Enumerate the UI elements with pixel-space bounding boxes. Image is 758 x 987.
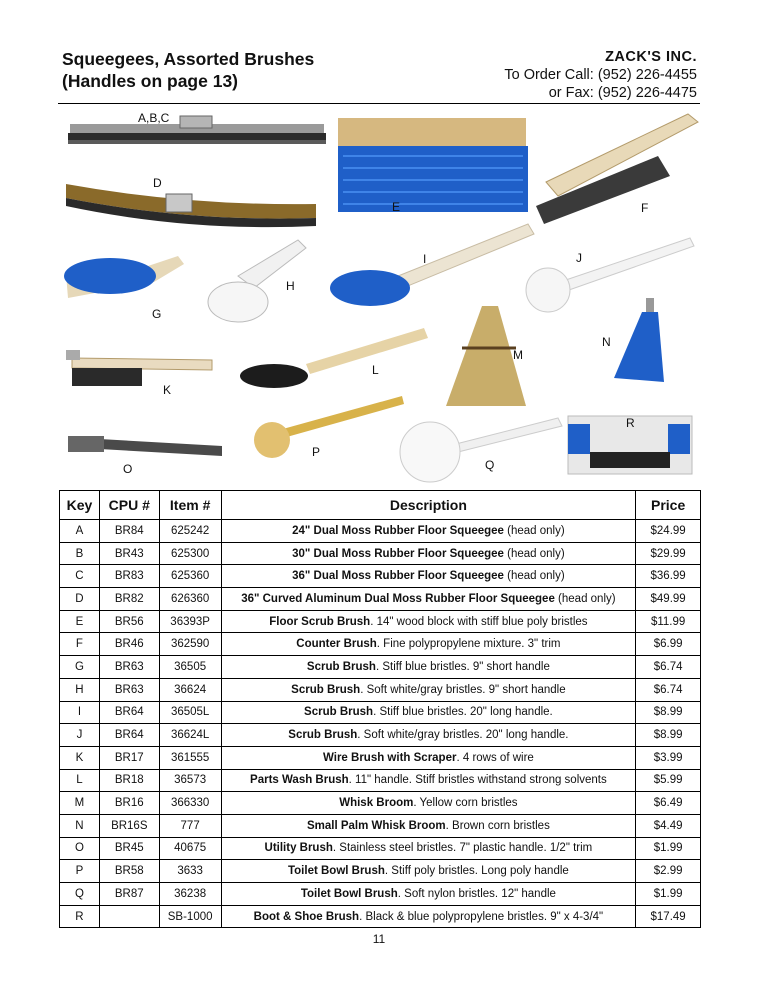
description-detail: (head only) [503, 547, 565, 560]
cell-cpu: BR58 [99, 860, 159, 883]
cell-description [221, 678, 636, 701]
cell-description [221, 565, 636, 588]
cell-description [221, 610, 636, 633]
photo-label-q: Q [485, 458, 495, 472]
cell-cpu: BR83 [99, 565, 159, 588]
company-block [504, 48, 697, 102]
cell-key: N [60, 814, 100, 837]
cell-price: $1.99 [636, 883, 701, 906]
cell-item: 36573 [159, 769, 221, 792]
cell-price: $6.74 [636, 678, 701, 701]
table-row [60, 883, 701, 906]
description-product-name: Parts Wash Brush [250, 774, 349, 787]
cell-key: J [60, 724, 100, 747]
description-product-name: Utility Brush [264, 842, 333, 855]
description-product-name: Counter Brush [296, 638, 377, 651]
cell-cpu: BR63 [99, 678, 159, 701]
table-body [60, 520, 701, 928]
photo-label-o: O [123, 462, 133, 476]
parts-wash-brush-l-image [240, 328, 428, 388]
cell-description [221, 860, 636, 883]
cell-item: SB-1000 [159, 905, 221, 928]
wire-brush-k-image [66, 350, 212, 386]
description-product-name: Toilet Bowl Brush [300, 887, 398, 900]
header-rule [58, 103, 700, 104]
product-illustrations [58, 106, 700, 486]
cell-key: K [60, 746, 100, 769]
cell-key: R [60, 905, 100, 928]
table-row [60, 837, 701, 860]
cell-description [221, 633, 636, 656]
cell-cpu: BR17 [99, 746, 159, 769]
cell-description [221, 656, 636, 679]
table-row [60, 769, 701, 792]
page-title-line1: Squeegees, Assorted Brushes [62, 49, 315, 69]
cell-price: $5.99 [636, 769, 701, 792]
counter-brush-f-image [536, 114, 698, 224]
description-product-name: 30" Dual Moss Rubber Floor Squeegee [292, 547, 504, 560]
cell-key: Q [60, 883, 100, 906]
photo-label-f: F [641, 201, 649, 215]
description-product-name: Scrub Brush [304, 706, 374, 719]
table-row [60, 905, 701, 928]
table-row [60, 701, 701, 724]
description-detail: . Stiff blue bristles. 9" short handle [375, 660, 550, 673]
cell-cpu: BR43 [99, 542, 159, 565]
description-detail: . Yellow corn bristles [413, 797, 518, 810]
description-product-name: Toilet Bowl Brush [287, 865, 385, 878]
cell-item: 366330 [159, 792, 221, 815]
cell-cpu: BR56 [99, 610, 159, 633]
cell-price: $1.99 [636, 837, 701, 860]
cell-key: B [60, 542, 100, 565]
description-detail: (head only) [503, 524, 565, 537]
table-row [60, 542, 701, 565]
description-detail: . Soft white/gray bristles. 20" long handle. [357, 729, 569, 742]
table-row [60, 610, 701, 633]
cell-description [221, 769, 636, 792]
description-detail: . Fine polypropylene mixture. 3" trim [376, 638, 561, 651]
photo-label-d: D [153, 176, 162, 190]
page-title-line2: (Handles on page 13) [62, 71, 239, 91]
col-header-key: Key [60, 491, 100, 520]
table-row [60, 656, 701, 679]
scrub-brush-j-image [526, 238, 694, 312]
cell-description [221, 792, 636, 815]
cell-key: C [60, 565, 100, 588]
cell-description [221, 883, 636, 906]
photo-label-g: G [152, 307, 162, 321]
cell-description [221, 837, 636, 860]
table-row [60, 565, 701, 588]
product-photos [58, 106, 700, 486]
scrub-brush-g-image [64, 256, 184, 298]
table-row [60, 814, 701, 837]
description-product-name: Boot & Shoe Brush [253, 910, 360, 923]
cell-key: D [60, 588, 100, 611]
table-header-row [60, 491, 701, 520]
cell-item: 36505L [159, 701, 221, 724]
toilet-bowl-brush-q-image [400, 418, 562, 482]
photo-label-k: K [163, 383, 172, 397]
price-table [59, 490, 701, 928]
cell-item: 36505 [159, 656, 221, 679]
cell-cpu: BR63 [99, 656, 159, 679]
description-product-name: Whisk Broom [339, 797, 414, 810]
cell-cpu: BR16 [99, 792, 159, 815]
photo-label-abc: A,B,C [138, 111, 170, 125]
description-product-name: Scrub Brush [291, 683, 361, 696]
description-detail: . Brown corn bristles [445, 819, 550, 832]
photo-label-e: E [392, 200, 401, 214]
page-title [62, 48, 314, 92]
cell-item: 36624 [159, 678, 221, 701]
table-row [60, 746, 701, 769]
photo-label-l: L [372, 363, 379, 377]
cell-price: $8.99 [636, 701, 701, 724]
cell-description [221, 814, 636, 837]
cell-key: O [60, 837, 100, 860]
col-header-item: Item # [159, 491, 221, 520]
squeegee-abc-image [68, 116, 326, 144]
cell-key: F [60, 633, 100, 656]
cell-cpu: BR84 [99, 520, 159, 543]
photo-label-j: J [576, 251, 582, 265]
cell-price: $6.99 [636, 633, 701, 656]
cell-item: 40675 [159, 837, 221, 860]
cell-description [221, 724, 636, 747]
cell-cpu: BR16S [99, 814, 159, 837]
description-detail: (head only) [554, 592, 616, 605]
description-detail: . Stiff poly bristles. Long poly handle [384, 865, 569, 878]
cell-price: $29.99 [636, 542, 701, 565]
description-product-name: Floor Scrub Brush [269, 615, 371, 628]
page-number: 11 [372, 932, 386, 946]
company-name: ZACK'S INC. [605, 49, 697, 65]
cell-item: 625360 [159, 565, 221, 588]
cell-key: E [60, 610, 100, 633]
cell-cpu: BR82 [99, 588, 159, 611]
description-product-name: Scrub Brush [306, 660, 376, 673]
cell-cpu: BR45 [99, 837, 159, 860]
cell-item: 3633 [159, 860, 221, 883]
cell-item: 361555 [159, 746, 221, 769]
floor-scrub-brush-e-image [338, 118, 528, 212]
cell-price: $3.99 [636, 746, 701, 769]
table-row [60, 678, 701, 701]
description-detail: . Soft white/gray bristles. 9" short handle [360, 683, 566, 696]
description-detail: . Stainless steel bristles. 7" plastic handle. 1/2" trim [332, 842, 593, 855]
description-detail: . 14" wood block with stiff blue poly bristles [370, 615, 588, 628]
photo-label-p: P [312, 445, 321, 459]
description-product-name: 36" Curved Aluminum Dual Moss Rubber Floor Squeegee [241, 592, 555, 605]
order-call: To Order Call: (952) 226-4455 [504, 67, 697, 83]
cell-cpu: BR87 [99, 883, 159, 906]
squeegee-d-image [66, 184, 316, 227]
cell-key: L [60, 769, 100, 792]
cell-price: $8.99 [636, 724, 701, 747]
cell-key: G [60, 656, 100, 679]
cell-key: M [60, 792, 100, 815]
col-header-price: Price [636, 491, 701, 520]
description-detail: . Stiff blue bristles. 20" long handle. [373, 706, 553, 719]
cell-item: 36393P [159, 610, 221, 633]
description-detail: . Black & blue polypropylene bristles. 9" x 4-3/4" [359, 910, 604, 923]
cell-cpu: BR46 [99, 633, 159, 656]
description-product-name: Small Palm Whisk Broom [306, 819, 446, 832]
cell-cpu: BR18 [99, 769, 159, 792]
cell-price: $24.99 [636, 520, 701, 543]
cell-description [221, 701, 636, 724]
description-detail: (head only) [503, 570, 565, 583]
cell-price: $4.49 [636, 814, 701, 837]
cell-description [221, 746, 636, 769]
cell-description [221, 542, 636, 565]
cell-description [221, 588, 636, 611]
col-header-cpu: CPU # [99, 491, 159, 520]
description-detail: . 11" handle. Stiff bristles withstand strong solvents [348, 774, 607, 787]
cell-item: 362590 [159, 633, 221, 656]
cell-item: 625242 [159, 520, 221, 543]
photo-label-m: M [513, 348, 523, 362]
toilet-bowl-brush-p-image [254, 396, 404, 458]
table-row [60, 520, 701, 543]
scrub-brush-i-image [330, 224, 534, 306]
cell-price: $6.74 [636, 656, 701, 679]
description-product-name: 36" Dual Moss Rubber Floor Squeegee [292, 570, 504, 583]
cell-item: 36238 [159, 883, 221, 906]
table-row [60, 633, 701, 656]
cell-description [221, 905, 636, 928]
description-product-name: Wire Brush with Scraper [323, 751, 457, 764]
table-row [60, 792, 701, 815]
description-product-name: Scrub Brush [288, 729, 358, 742]
cell-key: H [60, 678, 100, 701]
cell-item: 36624L [159, 724, 221, 747]
col-header-description: Description [221, 491, 636, 520]
photo-label-h: H [286, 279, 295, 293]
description-detail: . Soft nylon bristles. 12" handle [397, 887, 556, 900]
cell-key: I [60, 701, 100, 724]
utility-brush-o-image [68, 436, 222, 456]
cell-price: $36.99 [636, 565, 701, 588]
cell-item: 626360 [159, 588, 221, 611]
cell-description [221, 520, 636, 543]
table-row [60, 860, 701, 883]
cell-price: $49.99 [636, 588, 701, 611]
photo-label-i: I [423, 252, 427, 266]
cell-price: $11.99 [636, 610, 701, 633]
cell-key: A [60, 520, 100, 543]
cell-price: $17.49 [636, 905, 701, 928]
cell-price: $6.49 [636, 792, 701, 815]
description-product-name: 24" Dual Moss Rubber Floor Squeegee [292, 524, 504, 537]
photo-label-n: N [602, 335, 611, 349]
cell-cpu: BR64 [99, 701, 159, 724]
cell-item: 625300 [159, 542, 221, 565]
cell-cpu: BR64 [99, 724, 159, 747]
cell-price: $2.99 [636, 860, 701, 883]
table-row [60, 724, 701, 747]
cell-cpu [99, 905, 159, 928]
cell-key: P [60, 860, 100, 883]
description-detail: . 4 rows of wire [456, 751, 534, 764]
palm-whisk-broom-n-image [614, 298, 664, 382]
order-fax: or Fax: (952) 226-4475 [548, 85, 697, 101]
table-row [60, 588, 701, 611]
photo-label-r: R [626, 416, 635, 430]
cell-item: 777 [159, 814, 221, 837]
